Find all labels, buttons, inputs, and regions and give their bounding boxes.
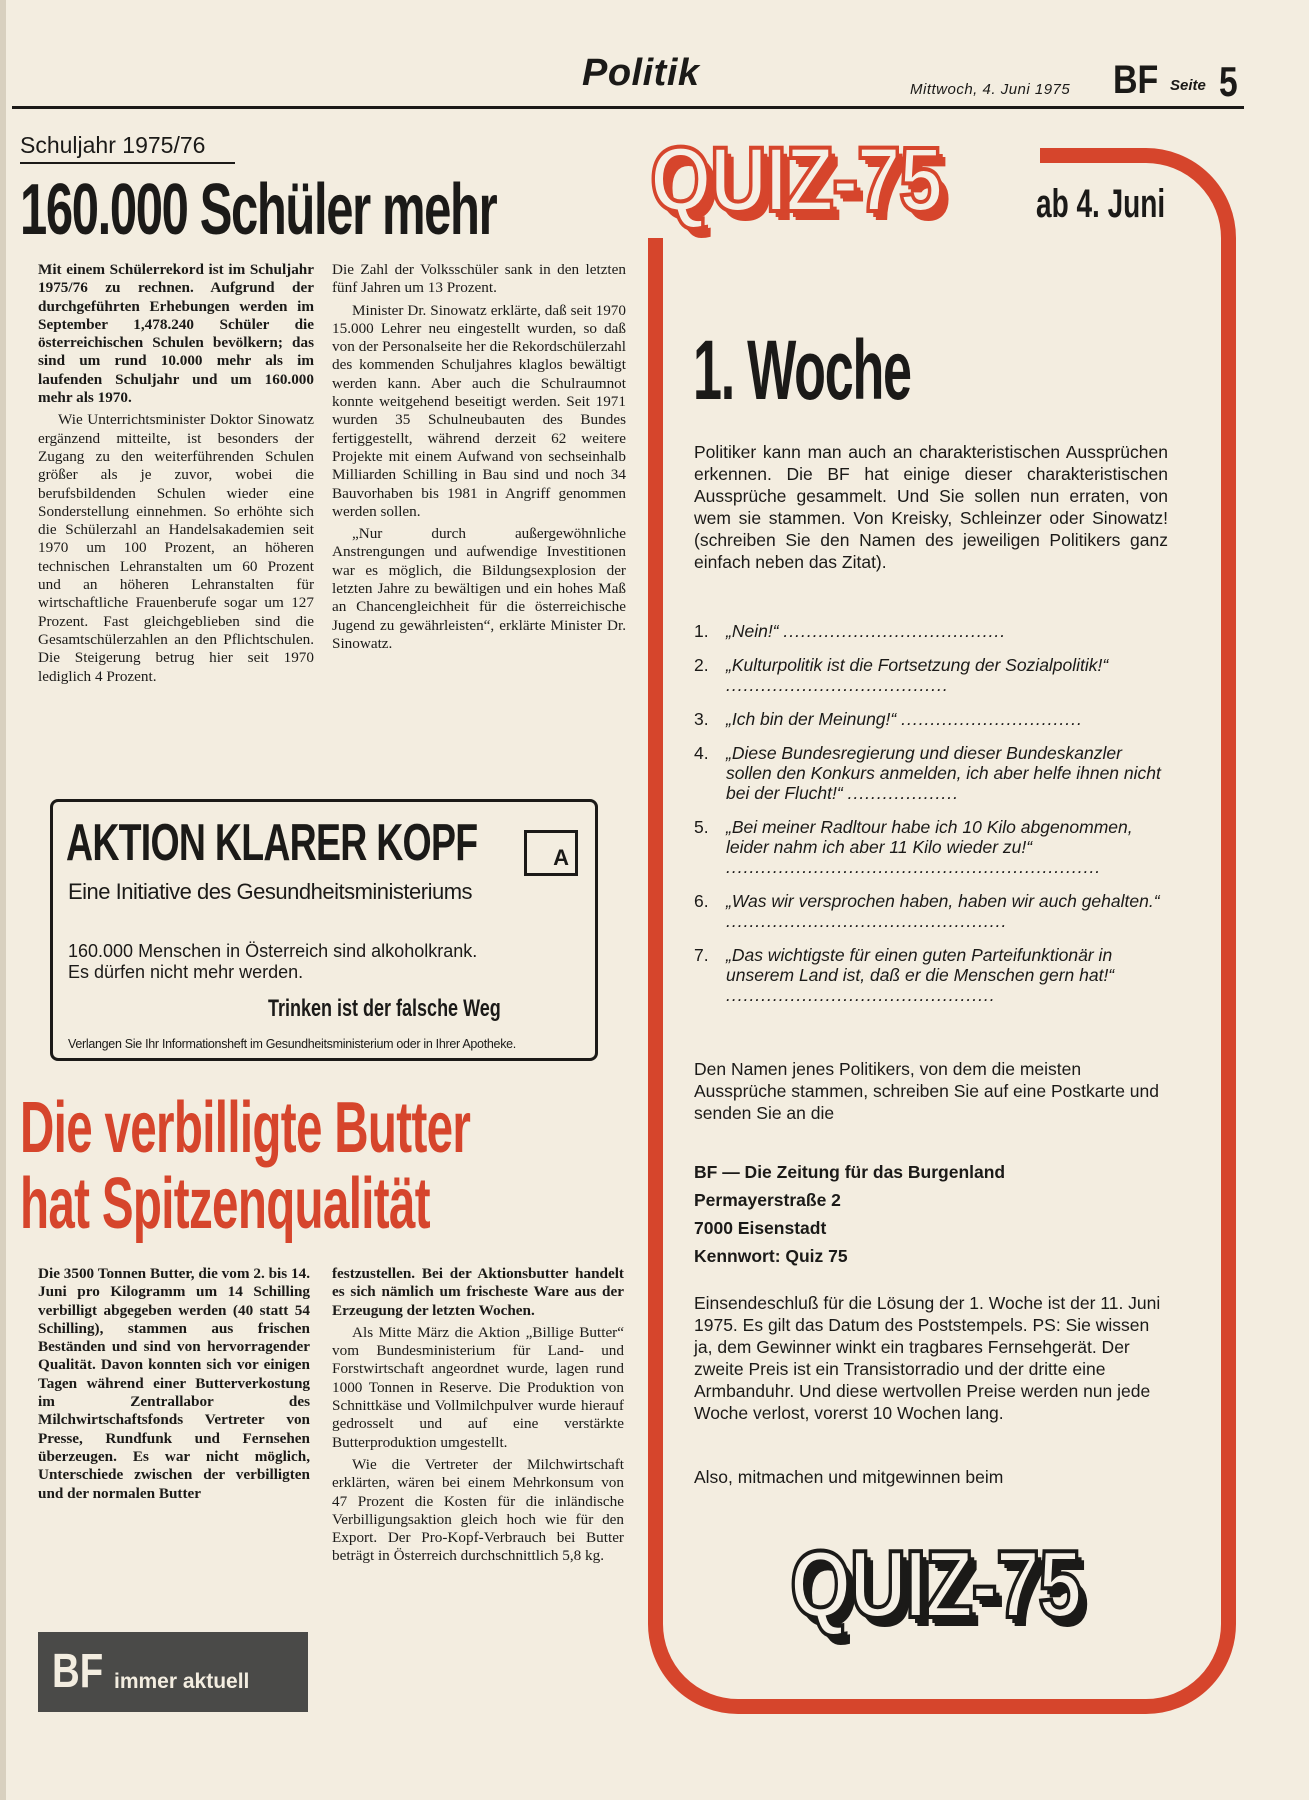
- page-edge: [0, 0, 6, 1800]
- address-line: 7000 Eisenstadt: [694, 1218, 827, 1238]
- article1-column-1: [38, 261, 314, 690]
- quiz-question: [694, 709, 1170, 729]
- quiz-intro: Politiker kann man auch an charakteristischen Aussprüchen erkennen. Die BF hat einige dieser charakteristischen Aussprüche gesammelt. Und Sie sollen nun erraten, von wem sie stammen. Von Kreisky, Schleinzer oder Sinowatz! (schreiben Sie den Namen des jeweiligen Politikers ganz einfach neben das Zitat).: [694, 442, 1168, 572]
- quiz-title: QUIZ-75: [650, 129, 942, 231]
- ad-slogan: Trinken ist der falsche Weg: [268, 995, 501, 1022]
- ad-line: 160.000 Menschen in Österreich sind alkoholkrank.: [68, 941, 478, 961]
- article2-paragraph: Als Mitte März die Aktion „Billige Butter“ vom Bundesministerium für Land- und Forstwirtschaft angeordnet wurde, lagen rund 1000 Tonnen in Reserve. Die Produktion von Schnittkäse und Vollmilchpulver wurde hierauf gedrosselt und auf eine verstärkte Butterproduktion umgestellt.: [332, 1323, 624, 1451]
- quiz-address: [694, 1158, 1005, 1270]
- answer-line[interactable]: ..............................................: [726, 985, 996, 1005]
- question-number: 4.: [694, 743, 709, 763]
- question-number: 3.: [694, 709, 709, 729]
- question-text: „Diese Bundesregierung und dieser Bundeskanzler sollen den Konkurs anmelden, ich aber helfe ihnen nicht bei der Flucht!“: [726, 743, 1161, 803]
- question-text: „Was wir versprochen haben, haben wir auch gehalten.“: [726, 891, 1160, 911]
- quiz-question: [694, 817, 1170, 877]
- article2-headline: [20, 1090, 470, 1242]
- address-line: Kennwort: Quiz 75: [694, 1246, 848, 1266]
- article2-lead: Die 3500 Tonnen Butter, die vom 2. bis 14. Juni pro Kilogramm um 14 Schilling verbilligt abgegeben werden (40 statt 54 Schilling), stammen aus frischen Beständen und sind von hervorragender Qualität. Davon konnten sich vor einigen Tagen während einer Butterverkostung im Zentrallabor des Milchwirtschaftsfonds Vertreter von Presse, Rundfunk und Fernsehen überzeugen. Es war nicht möglich, Unterschiede zwischen der verbilligten und der normalen Butter: [38, 1265, 310, 1502]
- ad-footer: Verlangen Sie Ihr Informationsheft im Gesundheitsministerium oder in Ihrer Apotheke.: [68, 1037, 516, 1051]
- article2-column-2: [332, 1265, 624, 1570]
- article1-paragraph: Die Zahl der Volksschüler sank in den letzten fünf Jahren um 13 Prozent.: [332, 261, 626, 297]
- quiz-question-list: [694, 621, 1170, 1019]
- quiz-question: [694, 743, 1170, 803]
- quiz-instructions: Den Namen jenes Politikers, von dem die meisten Aussprüche stammen, schreiben Sie auf eine Postkarte und senden Sie an die: [694, 1059, 1159, 1123]
- quiz-deadline-text: Einsendeschluß für die Lösung der 1. Woche ist der 11. Juni 1975. Es gilt das Datum des Poststempels. PS: Sie wissen ja, dem Gewinner winkt ein tragbares Fernsehgerät. Der zweite Preis ist ein Transistorradio und der dritte eine Armbanduhr. Und diese wertvollen Preise werden nun jede Woche verlost, vorerst 10 Wochen lang.: [694, 1293, 1161, 1423]
- question-text: „Das wichtigste für einen guten Parteifunktionär in unserem Land ist, daß er die Menschen gern hat!“: [726, 945, 1115, 985]
- quiz-week: 1. Woche: [693, 323, 911, 417]
- address-line: BF — Die Zeitung für das Burgenland: [694, 1162, 1006, 1182]
- quiz-start-date: ab 4. Juni: [1036, 182, 1166, 226]
- quiz-question: [694, 945, 1170, 1005]
- answer-line[interactable]: ......................................: [783, 621, 1007, 641]
- article1-lead: Mit einem Schülerrekord ist im Schuljahr 1975/76 zu rechnen. Aufgrund der durchgeführten Erhebungen werden im September 1,478.240 Schüler die österreichischen Schulen bevölkern; das sind um rund 10.000 mehr als im laufenden Schuljahr und um 160.000 mehr als 1970.: [38, 261, 314, 407]
- kicker-rule: [20, 162, 235, 164]
- quiz-question: [694, 655, 1170, 695]
- article1-kicker: Schuljahr 1975/76: [20, 132, 206, 158]
- banner-logo: BF: [52, 1645, 104, 1698]
- answer-line[interactable]: ................................................................: [726, 857, 1102, 877]
- question-text: „Ich bin der Meinung!“: [726, 709, 897, 729]
- question-text: „Nein!“: [726, 621, 779, 641]
- ad-line: Es dürfen nicht mehr werden.: [68, 962, 304, 982]
- headline-line: Die verbilligte Butter: [20, 1088, 471, 1168]
- section-title: Politik: [582, 52, 700, 94]
- ad-logo: A: [524, 830, 578, 876]
- article1-headline: 160.000 Schüler mehr: [20, 170, 497, 250]
- question-number: 5.: [694, 817, 709, 837]
- issue-date: Mittwoch, 4. Juni 1975: [910, 81, 1071, 98]
- article1-paragraph: Minister Dr. Sinowatz erklärte, daß seit 1970 15.000 Lehrer neu eingestellt wurden, so daß von der Personalseite her die Rekordschülerzahl des kommenden Schuljahres klaglos bewältigt werden kann. Aber auch die Schulraumnot konnte weitgehend beseitigt werden. Seit 1971 wurden 35 Schulneubauten des Bundes fertiggestellt, während derzeit 62 weitere Projekte mit einem Aufwand von sechseinhalb Milliarden Schilling in Bau sind und noch 34 Bauvorhaben bis 1981 in Angriff genommen werden sollen.: [332, 301, 626, 520]
- quiz-call-to-action: Also, mitmachen und mitgewinnen beim: [694, 1467, 1004, 1487]
- article1-column-2: [332, 261, 626, 657]
- page-number: 5: [1219, 58, 1238, 105]
- ad-subline: Eine Initiative des Gesundheitsministeriums: [68, 879, 473, 904]
- article1-paragraph: „Nur durch außergewöhnliche Anstrengungen und aufwendige Investitionen war es möglich, die Bildungsexplosion der letzten Jahre zu bewältigen und ein hohes Maß an Chancengleichheit für die österreichische Jugend zu gewährleisten“, erklärte Minister Dr. Sinowatz.: [332, 525, 626, 652]
- question-number: 6.: [694, 891, 709, 911]
- ad-headline: AKTION KLARER KOPF: [66, 814, 478, 872]
- question-text: „Bei meiner Radltour habe ich 10 Kilo abgenommen, leider nahm ich aber 11 Kilo wieder zu!“: [726, 817, 1133, 857]
- question-number: 1.: [694, 621, 709, 641]
- answer-line[interactable]: ................................................: [726, 911, 1008, 931]
- question-number: 2.: [694, 655, 709, 675]
- article2-column-1: [38, 1265, 310, 1507]
- headline-line: hat Spitzenqualität: [20, 1164, 430, 1244]
- answer-line[interactable]: ......................................: [726, 675, 949, 695]
- bf-banner: [38, 1632, 308, 1712]
- article2-paragraph: festzustellen. Bei der Aktionsbutter handelt es sich nämlich um frischeste Ware aus der Erzeugung der letzten Wochen.: [332, 1265, 624, 1319]
- answer-line[interactable]: ...................: [847, 783, 959, 803]
- banner-text: immer aktuell: [114, 1670, 250, 1693]
- answer-line[interactable]: ...............................: [901, 709, 1083, 729]
- page-label: Seite: [1170, 77, 1206, 94]
- question-text: „Kulturpolitik ist die Fortsetzung der Sozialpolitik!“: [726, 655, 1109, 675]
- article1-paragraph: Wie Unterrichtsminister Doktor Sinowatz ergänzend mitteilte, ist besonders der Zugang zu den weiterführenden Schulen größer als je zuvor, wobei die berufsbildenden Schulen wieder eine Sonderstellung einnehmen. So erhöhte sich die Schülerzahl an Handelsakademien seit 1970 um 100 Prozent, an höheren technischen Lehranstalten um 60 Prozent und an höheren Lehranstalten für wirtschaftliche Frauenberufe sogar um 127 Prozent. Fast gleichgeblieben sind die Gesamtschülerzahlen an den Pflichtschulen. Die Steigerung betrug hier seit 1970 lediglich 4 Prozent.: [38, 411, 314, 685]
- masthead-rule: [12, 106, 1244, 109]
- article2-paragraph: Wie die Vertreter der Milchwirtschaft erklärten, wären bei einem Mehrkonsum von 47 Prozent die Kosten für die inländische Verbilligungsaktion gleich hoch wie für den Export. Der Pro-Kopf-Verbrauch bei Butter beträgt in Österreich durchschnittlich 5,8 kg.: [332, 1455, 624, 1565]
- address-line: Permayerstraße 2: [694, 1190, 841, 1210]
- quiz-question: [694, 621, 1170, 641]
- quiz-bottom-logo: QUIZ-75: [790, 1531, 1081, 1638]
- question-number: 7.: [694, 945, 709, 965]
- quiz-question: [694, 891, 1170, 931]
- masthead-logo: BF: [1113, 58, 1159, 102]
